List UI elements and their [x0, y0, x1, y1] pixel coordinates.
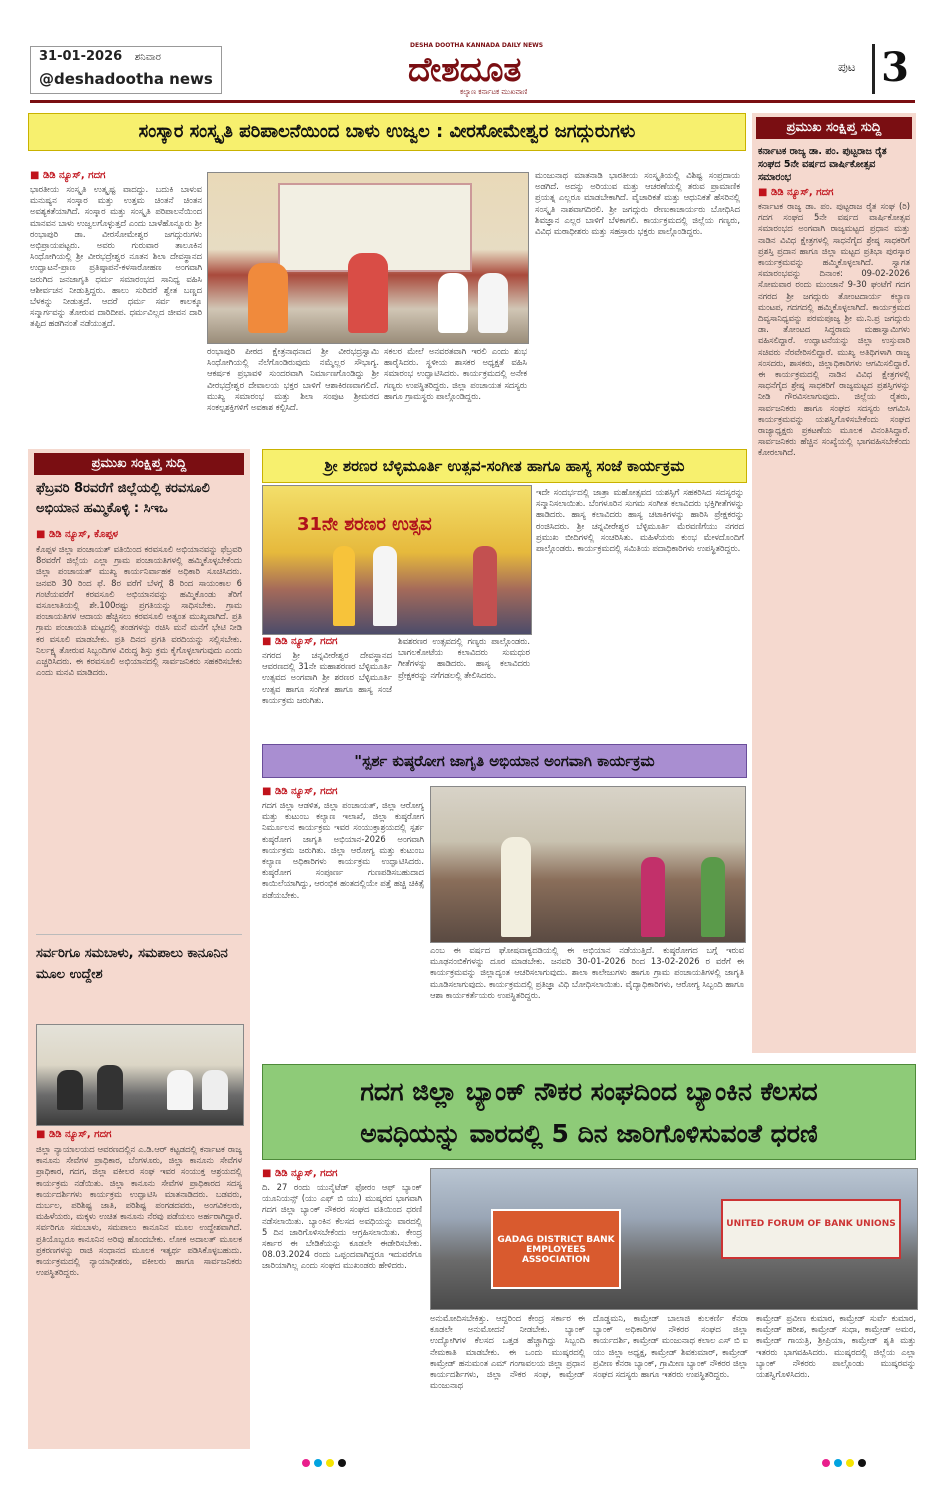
story2-credit: ■ ಡಿಡಿ ನ್ಯೂಸ್, ಗದಗ	[262, 636, 338, 647]
story2-headline: ಶ್ರೀ ಶರಣರ ಬೆಳ್ಳಿಮೂರ್ತಿ ಉತ್ಸವ-ಸಂಗೀತ ಹಾಗೂ ಹಾಸ್ಯ ಸಂಜೆ ಕಾರ್ಯಕ್ರಮ	[262, 449, 747, 483]
seated-figure	[97, 1065, 123, 1110]
sidebar-left-credit2-text: ಡಿಡಿ ನ್ಯೂಸ್, ಗದಗ	[48, 1129, 112, 1140]
date-box	[30, 46, 222, 94]
story4-photo	[430, 1168, 918, 1310]
seated-figure	[478, 273, 508, 333]
page-number: 3	[872, 44, 915, 94]
issue-day: ಶನಿವಾರ	[134, 52, 161, 63]
story2-col2: ಶಿವಶರಣರ ಉತ್ಸವದಲ್ಲಿ ಗಣ್ಯರು ಪಾಲ್ಗೊಂಡರು. ಬಾಗಲಕೋಟೆಯ ಕಲಾವಿದರು ಸುಮಧುರ ಗೀತೆಗಳನ್ನು ಹಾಡಿದರು. ಹಾಸ್ಯ ಕಲಾವಿದರು ಪ್ರೇಕ್ಷಕರನ್ನು ನಗೆಗಡಲಲ್ಲಿ ತೇಲಿಸಿದರು.	[398, 636, 530, 680]
sidebar-left-credit1-text: ಡಿಡಿ ನ್ಯೂಸ್, ಕೊಪ್ಪಳ	[48, 529, 119, 540]
seated-figure	[348, 253, 388, 333]
story4-col5: ಕಾಮ್ರೇಡ್ ಪ್ರವೀಣ ಕುಮಾರ, ಕಾಮ್ರೇಡ್ ಸುರ್ವೆ ಕುಮಾರ, ಕಾಮ್ರೇಡ್ ಹರೀಶ, ಕಾಮ್ರೇಡ್ ಸುಧಾ, ಕಾಮ್ರೇಡ್ ಅಮರ, ಕಾಮ್ರೇಡ್ ಗಾಯತ್ರಿ, ಶ್ರೀಪ್ರಿಯಾ, ಕಾಮ್ರೇಡ್ ಶೃತಿ ಮತ್ತು ಇತರರು ಭಾಗವಹಿಸಿದರು. ಮುಷ್ಕರದಲ್ಲಿ ಜಿಲ್ಲೆಯ ಎಲ್ಲಾ ಬ್ಯಾಂಕ್ ನೌಕರರು ಪಾಲ್ಗೊಂಡು ಮುಷ್ಕರವನ್ನು ಯಶಸ್ವಿಗೊಳಿಸಿದರು.	[756, 1313, 916, 1380]
story4-headline	[262, 1064, 916, 1160]
sidebar-left-headline1: ಫೆಬ್ರವರಿ 8ರವರೆಗೆ ಜಿಲ್ಲೆಯಲ್ಲಿ ಕರವಸೂಲಿ ಅಭಿಯಾನ ಹಮ್ಮಿಕೊಳ್ಳಿ : ಸಿಇಒ	[36, 481, 210, 516]
page-label: ಪುಟ	[838, 60, 856, 74]
date-line	[39, 49, 161, 64]
seated-figure	[438, 273, 468, 333]
protest-banner: GADAG DISTRICT BANK EMPLOYEES ASSOCIATION	[491, 1209, 621, 1289]
story2-photo	[262, 485, 532, 635]
event-banner-text: 31ನೇ ಶರಣರ ಉತ್ಸವ	[297, 514, 432, 535]
story3-photo	[430, 786, 746, 943]
story4-credit: ■ ಡಿಡಿ ನ್ಯೂಸ್, ಗದಗ	[262, 1168, 338, 1179]
story4-credit-text: ಡಿಡಿ ನ್ಯೂಸ್, ಗದಗ	[274, 1168, 338, 1179]
story4-col1: ದಿ. 27 ರಂದು ಯುನೈಟೆಡ್ ಫೋರಂ ಆಫ್ ಬ್ಯಾಂಕ್ ಯೂನಿಯನ್ಸ್ (ಯು ಎಫ್ ಬಿ ಯು) ಮುಷ್ಕರದ ಭಾಗವಾಗಿ ಗದಗ ಜಿಲ್ಲಾ ಬ್ಯಾಂಕ್ ನೌಕರರ ಸಂಘದ ವತಿಯಿಂದ ಧರಣಿ ನಡೆಸಲಾಯಿತು. ಬ್ಯಾಂಕಿನ ಕೆಲಸದ ಅವಧಿಯನ್ನು ವಾರದಲ್ಲಿ 5 ದಿನ ಜಾರಿಗೊಳಿಸಬೇಕೆಂದು ಆಗ್ರಹಿಸಲಾಯಿತು. ಕೇಂದ್ರ ಸರ್ಕಾರ ಈ ಬೇಡಿಕೆಯನ್ನು ಕೂಡಲೇ ಈಡೇರಿಸಬೇಕು. 08.03.2024 ರಂದು ಒಪ್ಪಂದವಾಗಿದ್ದರೂ ಇದುವರೆಗೂ ಜಾರಿಯಾಗಿಲ್ಲ ಎಂದು ಸಂಘದ ಮುಖಂಡರು ಹೇಳಿದರು.	[262, 1182, 422, 1271]
lead-photo	[207, 172, 529, 344]
brand-english: DESHA DOOTHA KANNADA DAILY NEWS	[410, 42, 544, 49]
story2-credit-text: ಡಿಡಿ ನ್ಯೂಸ್, ಗದಗ	[274, 636, 338, 647]
sidebar-right	[752, 113, 916, 1053]
story3-col1: ಗದಗ ಜಿಲ್ಲಾ ಆಡಳಿತ, ಜಿಲ್ಲಾ ಪಂಚಾಯತ್, ಜಿಲ್ಲಾ ಆರೋಗ್ಯ ಮತ್ತು ಕುಟುಂಬ ಕಲ್ಯಾಣ ಇಲಾಖೆ, ಜಿಲ್ಲಾ ಕುಷ್ಠರೋಗ ನಿರ್ಮೂಲನ ಕಾರ್ಯಕ್ರಮ ಇವರ ಸಂಯುಕ್ತಾಶ್ರಯದಲ್ಲಿ ಸ್ಪರ್ಶ ಕುಷ್ಠರೋಗ ಜಾಗೃತಿ ಅಭಿಯಾನ-2026 ಅಂಗವಾಗಿ ಕಾರ್ಯಕ್ರಮ ಜರುಗಿತು. ಜಿಲ್ಲಾ ಆರೋಗ್ಯ ಮತ್ತು ಕುಟುಂಬ ಕಲ್ಯಾಣ ಅಧಿಕಾರಿಗಳು ಕಾರ್ಯಕ್ರಮ ಉದ್ಘಾಟಿಸಿದರು. ಕುಷ್ಠರೋಗ ಸಂಪೂರ್ಣ ಗುಣಪಡಿಸಬಹುದಾದ ಕಾಯಿಲೆಯಾಗಿದ್ದು, ಆರಂಭಿಕ ಹಂತದಲ್ಲಿಯೇ ಪತ್ತೆ ಹಚ್ಚಿ ಚಿಕಿತ್ಸೆ ಪಡೆಯಬೇಕು.	[262, 800, 424, 900]
story3-credit-text: ಡಿಡಿ ನ್ಯೂಸ್, ಗದಗ	[274, 786, 338, 797]
seated-figure	[167, 1070, 193, 1110]
lead-col4: ಮಂಜುನಾಥ ಮಾತನಾಡಿ ಭಾರತೀಯ ಸಂಸ್ಕೃತಿಯಲ್ಲಿ ವಿಶಿಷ್ಟ ಸಂಪ್ರದಾಯ ಅಡಗಿದೆ. ಅದನ್ನು ಅರಿಯುವ ಮತ್ತು ಆಚರಣೆಯಲ್ಲಿ ತರುವ ಪ್ರಾಮಾಣಿಕ ಪ್ರಯತ್ನ ಎಲ್ಲರೂ ಮಾಡಬೇಕಾಗಿದೆ. ವೈಚಾರಿಕತೆ ಮತ್ತು ಆಧುನಿಕತೆ ಹೆಸರಿನಲ್ಲಿ ಸಂಸ್ಕೃತಿ ನಾಶವಾಗದಿರಲಿ. ಶ್ರೀ ಜಗದ್ಗುರು ರೇಣುಕಾಚಾರ್ಯರು ಬೋಧಿಸಿದ ಶಿವಜ್ಞಾನ ಎಲ್ಲರ ಬಾಳಿಗೆ ಬೆಳಕಾಗಲಿ. ಕಾರ್ಯಕ್ರಮದಲ್ಲಿ ಜಿಲ್ಲೆಯ ಗಣ್ಯರು, ವಿವಿಧ ಮಠಾಧೀಶರು ಮತ್ತು ಸಹಸ್ರಾರು ಭಕ್ತರು ಪಾಲ್ಗೊಂಡಿದ್ದರು.	[535, 170, 740, 237]
story3-col3: ಎಂಬ ಈ ವರ್ಷದ ಘೋಷವಾಕ್ಯದಡಿಯಲ್ಲಿ ಈ ಅಭಿಯಾನ ನಡೆಯುತ್ತಿದೆ. ಕುಷ್ಠರೋಗದ ಬಗ್ಗೆ ಇರುವ ಮೂಢನಂಬಿಕೆಗಳನ್ನು ದೂರ ಮಾಡಬೇಕು. ಜನವರಿ 30-01-2026 ರಿಂದ 13-02-2026 ರ ವರೆಗೆ ಈ ಕಾರ್ಯಕ್ರಮವನ್ನು ಜಿಲ್ಲಾದ್ಯಂತ ಆಚರಿಸಲಾಗುವುದು. ಶಾಲಾ ಕಾಲೇಜುಗಳು ಹಾಗೂ ಗ್ರಾಮ ಪಂಚಾಯತಿಗಳಲ್ಲಿ ಜಾಗೃತಿ ಮೂಡಿಸಲಾಗುವುದು. ಕಾರ್ಯಕ್ರಮದಲ್ಲಿ ಪ್ರತಿಜ್ಞಾ ವಿಧಿ ಬೋಧಿಸಲಾಯಿತು. ವೈದ್ಯಾಧಿಕಾರಿಗಳು, ಆರೋಗ್ಯ ಸಿಬ್ಬಂದಿ ಹಾಗೂ ಆಶಾ ಕಾರ್ಯಕರ್ತೆಯರು ಉಪಸ್ಥಿತರಿದ್ದರು.	[430, 945, 744, 1000]
standing-figure	[501, 837, 531, 937]
social-handle: @deshadootha news	[39, 70, 213, 88]
sidebar-left-body1: ಕೊಪ್ಪಳ ಜಿಲ್ಲಾ ಪಂಚಾಯತ್ ವತಿಯಿಂದ ಕರವಸೂಲಿ ಅಭಿಯಾನವನ್ನು ಫೆಬ್ರವರಿ 8ರವರೆಗೆ ಜಿಲ್ಲೆಯ ಎಲ್ಲಾ ಗ್ರಾಮ ಪಂಚಾಯತಿಗಳಲ್ಲಿ ಹಮ್ಮಿಕೊಳ್ಳಬೇಕೆಂದು ಜಿಲ್ಲಾ ಪಂಚಾಯತ್ ಮುಖ್ಯ ಕಾರ್ಯನಿರ್ವಾಹಕ ಅಧಿಕಾರಿ ಸೂಚಿಸಿದರು. ಜನವರಿ 30 ರಿಂದ ಫೆ. 8ರ ವರೆಗೆ ಬೆಳಗ್ಗೆ 8 ರಿಂದ ಸಾಯಂಕಾಲ 6 ಗಂಟೆಯವರೆಗೆ ಕರವಸೂಲಿ ಅಭಿಯಾನವನ್ನು ಹಮ್ಮಿಕೊಂಡು ತೆರಿಗೆ ವಸೂಲಾತಿಯಲ್ಲಿ ಶೇ.100ರಷ್ಟು ಪ್ರಗತಿಯನ್ನು ಸಾಧಿಸಬೇಕು. ಗ್ರಾಮ ಪಂಚಾಯತಿಗಳ ಆದಾಯ ಹೆಚ್ಚಿಸಲು ಕರವಸೂಲಿ ಅತ್ಯಂತ ಮುಖ್ಯವಾಗಿದೆ. ಪ್ರತಿ ಗ್ರಾಮ ಪಂಚಾಯತಿ ಮಟ್ಟದಲ್ಲಿ ತಂಡಗಳನ್ನು ರಚಿಸಿ ಮನೆ ಮನೆಗೆ ಭೇಟಿ ನೀಡಿ ಕರ ವಸೂಲಿ ಮಾಡಬೇಕು. ಪ್ರತಿ ದಿನದ ಪ್ರಗತಿ ವರದಿಯನ್ನು ಸಲ್ಲಿಸಬೇಕು. ನಿರ್ಲಕ್ಷ್ಯ ತೋರುವ ಸಿಬ್ಬಂದಿಗಳ ವಿರುದ್ಧ ಶಿಸ್ತು ಕ್ರಮ ಕೈಗೊಳ್ಳಲಾಗುವುದು ಎಂದು ಎಚ್ಚರಿಸಿದರು. ಈ ಕರವಸೂಲಿ ಅಭಿಯಾನದಲ್ಲಿ ಸಾರ್ವಜನಿಕರು ಸಹಕರಿಸಬೇಕು ಎಂದು ಮನವಿ ಮಾಡಿದರು.	[36, 544, 242, 678]
sidebar-left-headline2: ಸರ್ವರಿಗೂ ಸಮಬಾಳು, ಸಮಪಾಲು ಕಾನೂನಿನ ಮೂಲ ಉದ್ದೇಶ	[36, 946, 228, 982]
lead-col2: ರಂಭಾಪುರಿ ಪೀಠದ ಕ್ಷೇತ್ರನಾಥನಾದ ಶ್ರೀ ವೀರಭದ್ರಸ್ವಾಮಿ ಸಿಂಧೋಗಿಯಲ್ಲಿ ನೆಲೆಗೊಂಡಿರುವುದು ನಮ್ಮೆಲ್ಲರ ಸೌಭಾಗ್ಯ. ಆಕರ್ಷಕ ಪ್ರಭಾವಳಿ ಸುಂದರವಾಗಿ ನಿರ್ಮಾಣಗೊಂಡಿದ್ದು ಶ್ರೀ ವೀರಭದ್ರೇಶ್ವರ ದೇವಾಲಯ ಭಕ್ತರ ಬಾಳಿಗೆ ಆಶಾಕಿರಣವಾಗಲಿದೆ. ಮುಖ್ಯ ಸಮಾರಂಭ ಮತ್ತು ಶಿಲಾ ಸಂಪುಟ ಶ್ರೀಮಠದ ಸಂಕಲ್ಪಶಕ್ತಿಗಳಿಗೆ ಅವಕಾಶ ಕಲ್ಪಿಸಿದೆ.	[207, 346, 379, 413]
lead-credit: ■ ಡಿಡಿ ನ್ಯೂಸ್, ಗದಗ	[30, 170, 106, 181]
registration-dot	[834, 1459, 842, 1467]
tagline: ಕಲ್ಯಾಣ ಕರ್ನಾಟಕ ಮುಖವಾಣಿ	[460, 88, 528, 96]
legal-photo	[36, 1024, 244, 1126]
sidebar-right-credit-text: ಡಿಡಿ ನ್ಯೂಸ್, ಗದಗ	[770, 187, 834, 198]
singer-figure	[373, 546, 397, 626]
registration-dot	[858, 1459, 866, 1467]
sidebar-left-credit1: ■ ಡಿಡಿ ನ್ಯೂಸ್, ಕೊಪ್ಪಳ	[36, 529, 119, 540]
seated-figure	[202, 1070, 228, 1110]
story4-col4: ದೊಡ್ಡಮನಿ, ಕಾಮ್ರೇಡ್ ಬಾಲಾಜಿ ಕುಲಕರ್ಣಿ ಕೆನರಾ ಬ್ಯಾಂಕ್ ಅಧಿಕಾರಿಗಳ ನೌಕರರ ಸಂಘದ ಜಿಲ್ಲಾ ಕಾರ್ಯದರ್ಶಿ, ಕಾಮ್ರೇಡ್ ಮಂಜುನಾಥ ಕಲಾಲ ಎಸ್ ಬಿ ಐ ಯು ಜಿಲ್ಲಾ ಅಧ್ಯಕ್ಷ, ಕಾಮ್ರೇಡ್ ಶಿವಕುಮಾರ್, ಕಾಮ್ರೇಡ್ ಪ್ರವೀಣ ಕೆನರಾ ಬ್ಯಾಂಕ್, ಗ್ರಾಮೀಣ ಬ್ಯಾಂಕ್ ನೌಕರರ ಜಿಲ್ಲಾ ಸಂಘದ ಸದಸ್ಯರು ಹಾಗೂ ಇತರರು ಉಪಸ್ಥಿತರಿದ್ದರು.	[593, 1313, 748, 1380]
registration-dot	[822, 1459, 830, 1467]
lead-headline: ಸಂಸ್ಕಾರ ಸಂಸ್ಕೃತಿ ಪರಿಪಾಲನೆಯಿಂದ ಬಾಳು ಉಜ್ವಲ : ವೀರಸೋಮೇಶ್ವರ ಜಗದ್ಗುರುಗಳು	[28, 113, 746, 151]
singer-figure	[333, 546, 355, 626]
seated-figure	[248, 263, 288, 333]
story3-credit: ■ ಡಿಡಿ ನ್ಯೂಸ್, ಗದಗ	[262, 786, 338, 797]
sidebar-right-body: ಕರ್ನಾಟಕ ರಾಜ್ಯ ಡಾ. ಪಂ. ಪುಟ್ಟರಾಜ ರೈತ ಸಂಘ (ರಿ) ಗದಗ ಸಂಘದ 5ನೇ ವರ್ಷದ ವಾರ್ಷಿಕೋತ್ಸವ ಸಮಾರಂಭದ ಅಂಗವಾಗಿ ರಾಜ್ಯಮಟ್ಟದ ಪ್ರಧಾನ ಮತ್ತು ನಾಡಿನ ವಿವಿಧ ಕ್ಷೇತ್ರಗಳಲ್ಲಿ ಸಾಧನೆಗೈದ ಶ್ರೇಷ್ಠ ಸಾಧಕರಿಗೆ ಪ್ರಶಸ್ತಿ ಪ್ರದಾನ ಹಾಗೂ ಜಿಲ್ಲಾ ಮಟ್ಟದ ಪ್ರತಿಭಾ ಪುರಸ್ಕಾರ ಕಾರ್ಯಕ್ರಮವನ್ನು ಹಮ್ಮಿಕೊಳ್ಳಲಾಗಿದೆ. ಸ್ವಾಗತ ಸಮಾರಂಭವನ್ನು ದಿನಾಂಕ: 09-02-2026 ಸೋಮವಾರ ರಂದು ಮುಂಜಾನೆ 9-30 ಘಂಟೆಗೆ ಗದಗ ನಗರದ ಶ್ರೀ ಜಗದ್ಗುರು ತೋಂಟದಾರ್ಯ ಕಲ್ಯಾಣ ಮಂಟಪ, ಗದಗದಲ್ಲಿ ಹಮ್ಮಿಕೊಳ್ಳಲಾಗಿದೆ. ಕಾರ್ಯಕ್ರಮದ ದಿವ್ಯಸಾನಿಧ್ಯವನ್ನು ಪರಮಪೂಜ್ಯ ಶ್ರೀ ಮ.ನಿ.ಪ್ರ ಜಗದ್ಗುರು ಡಾ. ತೋಂಟದ ಸಿದ್ಧರಾಮ ಮಹಾಸ್ವಾಮಿಗಳು ವಹಿಸಲಿದ್ದಾರೆ. ಉದ್ಘಾಟನೆಯನ್ನು ಜಿಲ್ಲಾ ಉಸ್ತುವಾರಿ ಸಚಿವರು ನೆರವೇರಿಸಲಿದ್ದಾರೆ. ಮುಖ್ಯ ಅತಿಥಿಗಳಾಗಿ ರಾಜ್ಯ ಸಂಸದರು, ಶಾಸಕರು, ಜಿಲ್ಲಾಧಿಕಾರಿಗಳು ಆಗಮಿಸಲಿದ್ದಾರೆ. ಈ ಕಾರ್ಯಕ್ರಮದಲ್ಲಿ ನಾಡಿನ ವಿವಿಧ ಕ್ಷೇತ್ರಗಳಲ್ಲಿ ಸಾಧನೆಗೈದ ಶ್ರೇಷ್ಠ ಸಾಧಕರಿಗೆ ರಾಜ್ಯಮಟ್ಟದ ಪ್ರಶಸ್ತಿಗಳನ್ನು ನೀಡಿ ಗೌರವಿಸಲಾಗುವುದು. ಜಿಲ್ಲೆಯ ರೈತರು, ಸಾರ್ವಜನಿಕರು ಹಾಗೂ ಸಂಘದ ಸದಸ್ಯರು ಆಗಮಿಸಿ ಕಾರ್ಯಕ್ರಮವನ್ನು ಯಶಸ್ವಿಗೊಳಿಸಬೇಕೆಂದು ಸಂಘದ ರಾಜ್ಯಾಧ್ಯಕ್ಷರು ಪ್ರಕಟಣೆಯ ಮೂಲಕ ವಿನಂತಿಸಿದ್ದಾರೆ. ಸಾರ್ವಜನಿಕರು ಹೆಚ್ಚಿನ ಸಂಖ್ಯೆಯಲ್ಲಿ ಭಾಗವಹಿಸಬೇಕೆಂದು ಕೋರಲಾಗಿದೆ.	[758, 201, 910, 458]
story4-headline-line1: ಗದಗ ಜಿಲ್ಲಾ ಬ್ಯಾಂಕ್ ನೌಕರ ಸಂಘದಿಂದ ಬ್ಯಾಂಕಿನ ಕೆಲಸದ	[360, 1077, 818, 1106]
story4-col3: ಅನುಮೋದಿಸಬೇಕಿತ್ತು. ಆದ್ದರಿಂದ ಕೇಂದ್ರ ಸರ್ಕಾರ ಈ ಕೂಡಲೇ ಅನುಮೋದನೆ ನೀಡಬೇಕು. ಬ್ಯಾಂಕ್ ಉದ್ಯೋಗಿಗಳ ಕೆಲಸದ ಒತ್ತಡ ಹೆಚ್ಚಾಗಿದ್ದು ಸಿಬ್ಬಂದಿ ನೇಮಕಾತಿ ಮಾಡಬೇಕು. ಈ ಒಂದು ಮುಷ್ಕರದಲ್ಲಿ ಕಾಮ್ರೇಡ್ ಹನುಮಂತ ಎಮ್ ಗಂಗಾವಲಯ ಜಿಲ್ಲಾ ಪ್ರಧಾನ ಕಾರ್ಯದರ್ಶಿಗಳು, ಜಿಲ್ಲಾ ನೌಕರ ಸಂಘ, ಕಾಮ್ರೇಡ್ ಮಂಜುನಾಥ	[430, 1313, 585, 1391]
story2-col1: ನಗರದ ಶ್ರೀ ಚನ್ನವೀರೇಶ್ವರ ದೇವಸ್ಥಾನದ ಆವರಣದಲ್ಲಿ 31ನೇ ಮಹಾಶರಣರ ಬೆಳ್ಳಿಮೂರ್ತಿ ಉತ್ಸವದ ಅಂಗವಾಗಿ ಶ್ರೀ ಶರಣರ ಬೆಳ್ಳಿಮೂರ್ತಿ ಉತ್ಸವ ಹಾಗೂ ಸಂಗೀತ ಹಾಗೂ ಹಾಸ್ಯ ಸಂಜೆ ಕಾರ್ಯಕ್ರಮ ಜರುಗಿತು.	[262, 650, 392, 705]
seated-figure	[57, 1070, 83, 1110]
standing-figure	[641, 857, 665, 937]
standing-figure	[701, 857, 725, 937]
masthead	[30, 40, 915, 103]
sidebar-divider	[36, 934, 242, 935]
issue-date: 31-01-2026	[39, 49, 123, 64]
registration-dot	[326, 1459, 334, 1467]
lead-col3: ಸಕಲರ ಮೇಲೆ ಅನವರತವಾಗಿ ಇರಲಿ ಎಂದು ಶುಭ ಹಾರೈಸಿದರು. ಸ್ಥಳೀಯ ಶಾಸಕರ ಅಧ್ಯಕ್ಷತೆ ವಹಿಸಿ ಸಮಾರಂಭ ಉದ್ಘಾಟಿಸಿದರು. ಕಾರ್ಯಕ್ರಮದಲ್ಲಿ ಅನೇಕ ಗಣ್ಯರು ಉಪಸ್ಥಿತರಿದ್ದರು. ಜಿಲ್ಲಾ ಪಂಚಾಯತ ಸದಸ್ಯರು ಹಾಗೂ ಗ್ರಾಮಸ್ಥರು ಪಾಲ್ಗೊಂಡಿದ್ದರು.	[384, 346, 527, 401]
sidebar-left-credit2: ■ ಡಿಡಿ ನ್ಯೂಸ್, ಗದಗ	[36, 1129, 112, 1140]
sidebar-left	[28, 449, 250, 1449]
registration-dot	[338, 1459, 346, 1467]
singer-figure	[473, 546, 497, 626]
print-registration-marks	[300, 1452, 348, 1471]
lead-credit-text: ಡಿಡಿ ನ್ಯೂಸ್, ಗದಗ	[42, 170, 106, 181]
story4-headline-line2: ಅವಧಿಯನ್ನು ವಾರದಲ್ಲಿ 5 ದಿನ ಜಾರಿಗೊಳಿಸುವಂತೆ ಧರಣಿ	[360, 1119, 818, 1148]
sidebar-right-title: ಪ್ರಮುಖ ಸಂಕ್ಷಿಪ್ತ ಸುದ್ದಿ	[756, 117, 912, 139]
registration-dot	[302, 1459, 310, 1467]
registration-dot	[846, 1459, 854, 1467]
protest-banner: UNITED FORUM OF BANK UNIONS	[721, 1199, 901, 1259]
sidebar-right-credit: ■ ಡಿಡಿ ನ್ಯೂಸ್, ಗದಗ	[758, 187, 834, 198]
newspaper-logo: ದೇಶದೂತ	[408, 50, 522, 90]
story3-headline: "ಸ್ಪರ್ಶ ಕುಷ್ಠರೋಗ ಜಾಗೃತಿ ಅಭಿಯಾನ ಅಂಗವಾಗಿ ಕಾರ್ಯಕ್ರಮ	[262, 744, 747, 778]
registration-dot	[314, 1459, 322, 1467]
sidebar-left-title: ಪ್ರಮುಖ ಸಂಕ್ಷಿಪ್ತ ಸುದ್ದಿ	[34, 453, 244, 475]
lead-col1: ಭಾರತೀಯ ಸಂಸ್ಕೃತಿ ಉತ್ಕೃಷ್ಟ ವಾದದ್ದು. ಬದುಕಿ ಬಾಳುವ ಮನುಷ್ಯನ ಸಂಸ್ಕಾರ ಮತ್ತು ಉತ್ತಮ ಚಿಂತನೆ ಚಿಂತನ ಅವಶ್ಯಕತೆಯಾಗಿದೆ. ಸಂಸ್ಕಾರ ಮತ್ತು ಸಂಸ್ಕೃತಿ ಪರಿಪಾಲನೆಯಿಂದ ಮಾನವನ ಬಾಳು ಉಜ್ವಲಗೊಳ್ಳುತ್ತದೆ ಎಂದು ಬಾಳೆಹೊನ್ನೂರು ಶ್ರೀ ರಂಭಾಪುರಿ ಡಾ. ವೀರಸೋಮೇಶ್ವರ ಜಗದ್ಗುರುಗಳು ಅಭಿಪ್ರಾಯಪಟ್ಟರು. ಅವರು ಗುರುವಾರ ತಾಲೂಕಿನ ಸಿಂಧೋಗಿಯಲ್ಲಿ ಶ್ರೀ ವೀರಭದ್ರೇಶ್ವರ ನೂತನ ಶಿಲಾ ದೇವಸ್ಥಾನದ ಉದ್ಘಾಟನೆ-ಪ್ರಾಣ ಪ್ರತಿಷ್ಠಾಪನೆ-ಕಳಸಾರೋಹಣ ಅಂಗವಾಗಿ ಜರುಗಿದ ಜನಜಾಗೃತಿ ಧರ್ಮ ಸಮಾರಂಭದ ಸಾನಿಧ್ಯ ವಹಿಸಿ ಆಶೀರ್ವಚನ ನೀಡುತ್ತಿದ್ದರು. ಹಾಲು ಸುರಿದರೆ ಶ್ವೇತ ಬಣ್ಣದ ಬೆಳಕನ್ನು ನೀಡುತ್ತದೆ. ಆದರೆ ಧರ್ಮ ಸರ್ವ ಕಾಲಕ್ಕೂ ಸನ್ಮಾರ್ಗವನ್ನು ತೋರುವ ದಾರಿದೀಪ. ಧರ್ಮವಿಲ್ಲದ ಜೀವನ ದಾರಿ ತಪ್ಪಿದ ಹಡಗಿನಂತೆ ನಡೆಯುತ್ತದೆ.	[30, 184, 202, 329]
sidebar-right-headline: ಕರ್ನಾಟಕ ರಾಜ್ಯ ಡಾ. ಪಂ. ಪುಟ್ಟರಾಜ ರೈತ ಸಂಘದ 5ನೇ ವರ್ಷದ ವಾರ್ಷಿಕೋತ್ಸವ ಸಮಾರಂಭ	[758, 146, 887, 183]
print-registration-marks	[820, 1452, 868, 1471]
sidebar-left-body2: ಜಿಲ್ಲಾ ನ್ಯಾಯಾಲಯದ ಆವರಣದಲ್ಲಿನ ಎ.ಡಿ.ಆರ್ ಕಟ್ಟಡದಲ್ಲಿ ಕರ್ನಾಟಕ ರಾಜ್ಯ ಕಾನೂನು ಸೇವೆಗಳ ಪ್ರಾಧಿಕಾರ, ಬೆಂಗಳೂರು, ಜಿಲ್ಲಾ ಕಾನೂನು ಸೇವೆಗಳ ಪ್ರಾಧಿಕಾರ, ಗದಗ, ಜಿಲ್ಲಾ ವಕೀಲರ ಸಂಘ ಇವರ ಸಂಯುಕ್ತ ಆಶ್ರಯದಲ್ಲಿ ಕಾರ್ಯಕ್ರಮ ನಡೆಯಿತು. ಜಿಲ್ಲಾ ಕಾನೂನು ಸೇವೆಗಳ ಪ್ರಾಧಿಕಾರದ ಸದಸ್ಯ ಕಾರ್ಯದರ್ಶಿಗಳು ಕಾರ್ಯಕ್ರಮ ಉದ್ಘಾಟಿಸಿ ಮಾತನಾಡಿದರು. ಬಡವರು, ದುರ್ಬಲ, ಪರಿಶಿಷ್ಟ ಜಾತಿ, ಪರಿಶಿಷ್ಟ ಪಂಗಡದವರು, ಅಂಗವಿಕಲರು, ಮಹಿಳೆಯರು, ಮಕ್ಕಳು ಉಚಿತ ಕಾನೂನು ನೆರವು ಪಡೆಯಲು ಅರ್ಹರಾಗಿದ್ದಾರೆ. ಸರ್ವರಿಗೂ ಸಮಬಾಳು, ಸಮಪಾಲು ಕಾನೂನಿನ ಮೂಲ ಉದ್ದೇಶವಾಗಿದೆ. ಪ್ರತಿಯೊಬ್ಬರೂ ಕಾನೂನಿನ ಅರಿವು ಹೊಂದಬೇಕು. ಲೋಕ ಅದಾಲತ್ ಮೂಲಕ ಪ್ರಕರಣಗಳನ್ನು ರಾಜಿ ಸಂಧಾನದ ಮೂಲಕ ಇತ್ಯರ್ಥ ಪಡಿಸಿಕೊಳ್ಳಬಹುದು. ಕಾರ್ಯಕ್ರಮದಲ್ಲಿ ನ್ಯಾಯಾಧೀಶರು, ವಕೀಲರು ಹಾಗೂ ಸಾರ್ವಜನಿಕರು ಉಪಸ್ಥಿತರಿದ್ದರು.	[36, 1144, 242, 1278]
story2-col3: ಇದೇ ಸಂದರ್ಭದಲ್ಲಿ ಜಾತ್ರಾ ಮಹೋತ್ಸವದ ಯಶಸ್ಸಿಗೆ ಸಹಕರಿಸಿದ ಸದಸ್ಯರನ್ನು ಸನ್ಮಾನಿಸಲಾಯಿತು. ಬೆಂಗಳೂರಿನ ಸುಗಮ ಸಂಗೀತ ಕಲಾವಿದರು ಭಕ್ತಿಗೀತೆಗಳನ್ನು ಹಾಡಿದರು. ಹಾಸ್ಯ ಕಲಾವಿದರು ಹಾಸ್ಯ ಚಟಾಕಿಗಳನ್ನು ಹಾರಿಸಿ ಪ್ರೇಕ್ಷಕರನ್ನು ರಂಜಿಸಿದರು. ಶ್ರೀ ಚನ್ನವೀರೇಶ್ವರ ಬೆಳ್ಳಿಮೂರ್ತಿ ಮೆರವಣಿಗೆಯು ನಗರದ ಪ್ರಮುಖ ಬೀದಿಗಳಲ್ಲಿ ಸಂಚರಿಸಿತು. ಮಹಿಳೆಯರು ಕುಂಭ ಮೇಳದೊಂದಿಗೆ ಪಾಲ್ಗೊಂಡರು. ಕಾರ್ಯಕ್ರಮದಲ್ಲಿ ಸಮಿತಿಯ ಪದಾಧಿಕಾರಿಗಳು ಉಪಸ್ಥಿತರಿದ್ದರು.	[536, 487, 744, 554]
